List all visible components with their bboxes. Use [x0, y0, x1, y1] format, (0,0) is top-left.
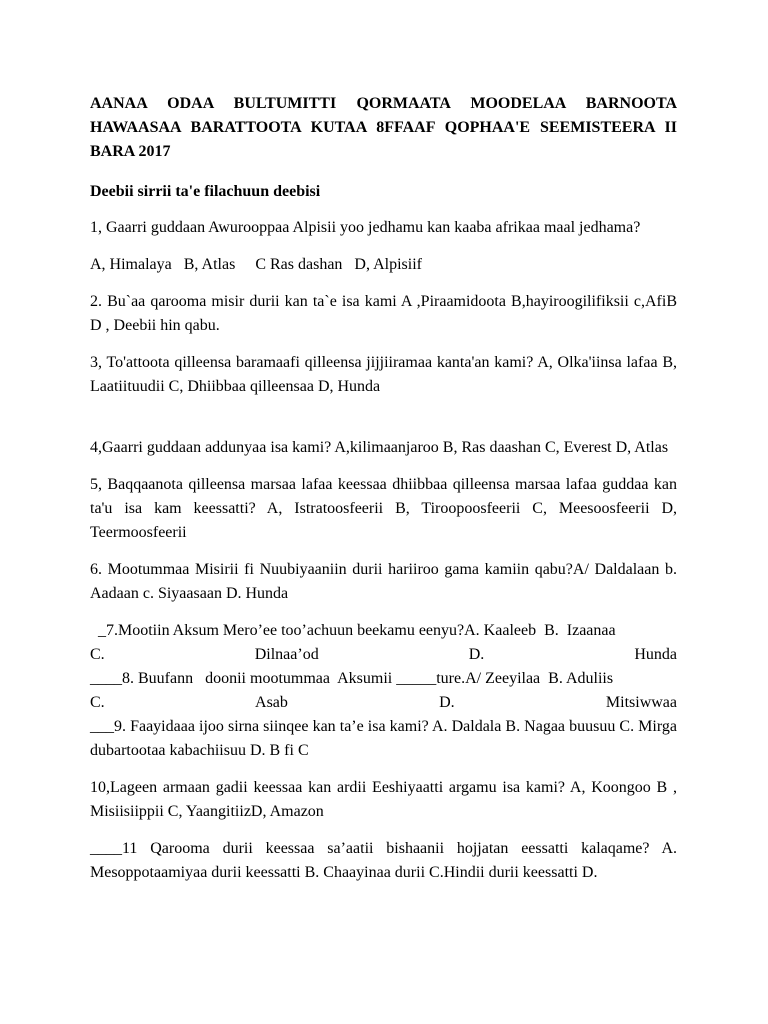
question-line: 3, To'attoota qilleensa baramaafi qilleensa jijjiiramaa kanta'an kami? A, Olka'iinsa lafaa B, Laatiituudii C, Dhiibbaa qilleensaa D, Hunda: [90, 354, 677, 395]
document-page: [90, 92, 677, 885]
question-3: [90, 351, 677, 399]
question-10: [90, 776, 677, 824]
question-line: C. Asab D. Mitsiwwaa: [90, 694, 677, 711]
question-line: 4,Gaarri guddaan addunyaa isa kami? A,kilimaanjaroo B, Ras daashan C, Everest D, Atlas: [90, 439, 669, 456]
question-line: 1, Gaarri guddaan Awurooppaa Alpisii yoo jedhamu kan kaaba afrikaa maal jedhama?: [90, 219, 641, 236]
question-4: [90, 436, 677, 460]
question-11: [90, 837, 677, 885]
question-2: [90, 290, 677, 338]
question-line: ____8. Buufann doonii mootummaa Aksumii _____ture.A/ Zeeyilaa B. Aduliis: [90, 670, 614, 687]
instruction-heading: Deebii sirrii ta'e filachuun deebisi: [90, 183, 321, 200]
question-line: ___9. Faayidaaa ijoo sirna siinqee kan ta’e isa kami? A. Daldala B. Nagaa buusuu C. Mirga dubartootaa kabachiisuu D. B fi C: [90, 718, 677, 759]
questions-7-9-block: [90, 619, 677, 763]
question-1-options: [90, 253, 677, 277]
question-5: [90, 473, 677, 545]
question-line: A, Himalaya B, Atlas C Ras dashan D, Alpisiif: [90, 256, 422, 273]
question-line: _7.Mootiin Aksum Mero’ee too’achuun beekamu eenyu?A. Kaaleeb B. Izaanaa: [90, 622, 616, 639]
question-line: 2. Bu`aa qarooma misir durii kan ta`e isa kami A ,Piraamidoota B,hayiroogilifiksii c,AfiB D , Deebii hin qabu.: [90, 293, 677, 334]
document-title: AANAA ODAA BULTUMITTI QORMAATA MOODELAA BARNOOTA HAWAASAA BARATTOOTA KUTAA 8FFAAF QOPHAA'E SEEMISTEERA II BARA 2017: [90, 95, 677, 160]
question-1: [90, 216, 677, 240]
question-line: 6. Mootummaa Misirii fi Nuubiyaaniin durii hariiroo gama kamiin qabu?A/ Daldalaan b. Aadaan c. Siyaasaan D. Hunda: [90, 561, 677, 602]
question-6: [90, 558, 677, 606]
question-line: 10,Lageen armaan gadii keessaa kan ardii Eeshiyaatti argamu isa kami? A, Koongoo B , Misiisiippii C, YaangitiizD, Amazon: [90, 779, 677, 820]
question-line: 5, Baqqaanota qilleensa marsaa lafaa keessaa dhiibbaa qilleensa marsaa lafaa guddaa kan ta'u isa kam keessatti? A, Istratoosfeerii B, Tiroopoosfeerii C, Meesoosfeerii D, Teermoosfeerii: [90, 476, 677, 541]
question-line: C. Dilnaa’od D. Hunda: [90, 646, 677, 663]
question-line: ____11 Qarooma durii keessaa sa’aatii bishaanii hojjatan eessatti kalaqame? A. Mesoppotaamiyaa durii keessatti B. Chaayinaa durii C.Hindii durii keessatti D.: [90, 840, 677, 881]
